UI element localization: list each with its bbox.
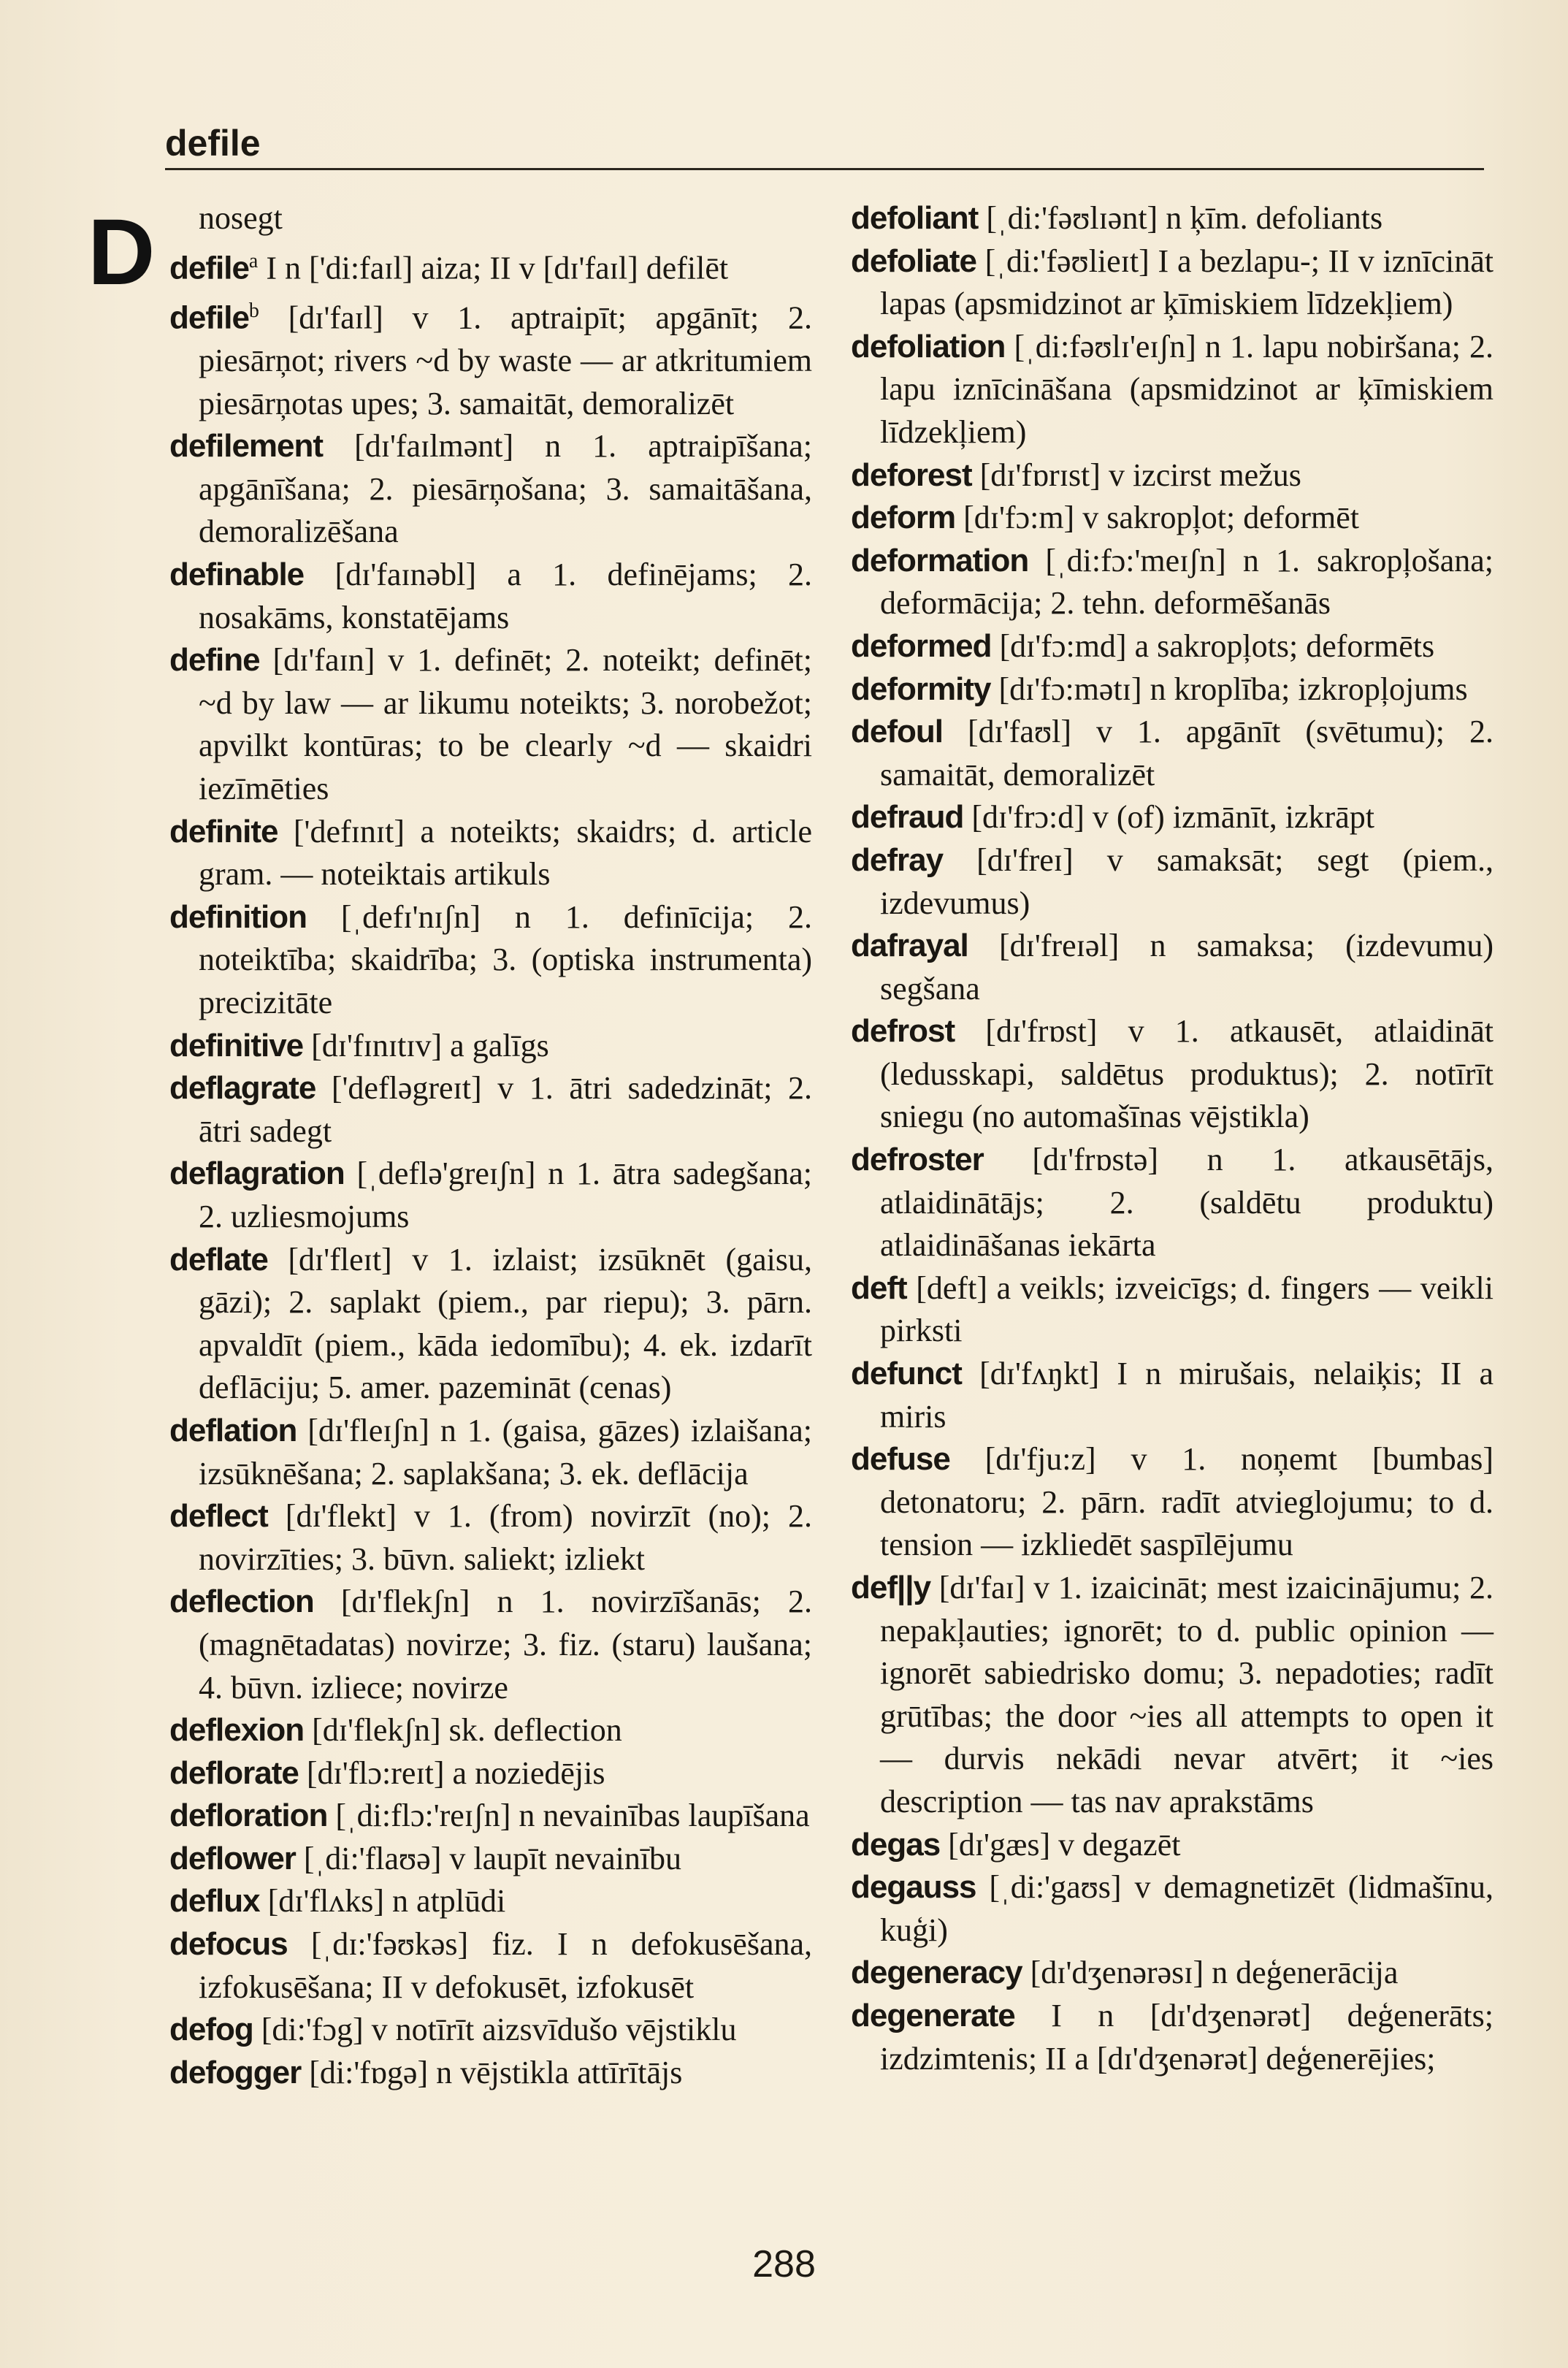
entry-definition: [dɪ'fɒrɪst] v izcirst mežus: [971, 457, 1301, 493]
left-entries: [169, 240, 812, 2095]
entry-definition: [ˌdi:'fəʊlieɪt] I a bezlapu-; II v iznīcināt lapas (apsmidzinot ar ķīmiskiem līdzekļiem): [880, 242, 1494, 322]
dictionary-entry: [169, 2009, 812, 2052]
entry-headword: defoliant: [851, 200, 979, 236]
entry-headword: defunct: [851, 1356, 962, 1392]
page-number: 288: [752, 2243, 816, 2285]
entry-headword: defray: [851, 841, 944, 878]
entry-definition: [di:'fɔg] v notīrīt aizsvīdušo vējstiklu: [253, 2012, 737, 2048]
dictionary-entry: [851, 1438, 1494, 1567]
entry-headword: degauss: [851, 1869, 976, 1906]
entry-definition: [dɪ'freɪəl] n samaksa; (izdevumu) segšana: [880, 928, 1494, 1007]
entry-headword: defocus: [169, 1926, 288, 1963]
dictionary-entry: [851, 240, 1494, 326]
entry-definition: I n [dɪ'dʒenərət] deģenerāts; izdzimtenis; II a [dɪ'dʒenərət] deģenerējies;: [880, 1997, 1494, 2077]
dictionary-entry: [851, 1995, 1494, 2080]
entry-headword: defoul: [851, 714, 943, 750]
entry-definition: I n ['di:faɪl] aiza; II v [dɪ'faɪl] defilēt: [258, 250, 729, 286]
entry-headword: definition: [169, 898, 307, 935]
entry-headword: deflux: [169, 1883, 260, 1920]
dictionary-entry: [169, 1067, 812, 1153]
entry-definition: [dɪ'faʊl] v 1. apgānīt (svētumu); 2. samaitāt, demoralizēt: [880, 714, 1494, 792]
dictionary-entry: [169, 425, 812, 554]
entry-headword: defrost: [851, 1013, 955, 1050]
entry-headword: deflagration: [169, 1156, 345, 1192]
dictionary-entry: [169, 1581, 812, 1709]
entry-headword: defuse: [851, 1441, 950, 1478]
entry-headword: deflower: [169, 1840, 296, 1876]
dictionary-entry: [169, 1025, 812, 1068]
entry-definition: [deft] a veikls; izveicīgs; d. fingers — veikli pirksti: [880, 1269, 1494, 1349]
entry-definition: [ˌdi:'flaʊə] v laupīt nevainību: [295, 1840, 682, 1876]
entry-headword: defloration: [169, 1798, 328, 1834]
entry-definition: [ˌdefɪ'nɪʃn] n 1. definīcija; 2. noteiktība; skaidrība; 3. (optiska instrumenta) precizitāte: [199, 898, 812, 1020]
entry-definition: [ˌdi:fəʊlɪ'eɪʃn] n 1. lapu nobiršana; 2. lapu iznīcināšana (apsmidzinot ar ķīmiskiem līdzekļiem): [880, 328, 1494, 450]
dictionary-entry: [851, 839, 1494, 925]
entry-headword: definable: [169, 557, 305, 593]
right-column: [851, 197, 1494, 2080]
entry-definition: [dɪ'fɔ:mətɪ] n kroplība; izkropļojums: [990, 671, 1468, 707]
entry-definition: [dɪ'flekʃn] n 1. novirzīšanās; 2. (magnētadatas) novirze; 3. fiz. (staru) laušana; 4. būvn. izliece; novirze: [199, 1584, 812, 1706]
entry-definition: [ˌdi:'fəʊlɪənt] n ķīm. defoliants: [978, 200, 1383, 236]
entry-definition: [ˌdi:fɔ:'meɪʃn] n 1. sakropļošana; deformācija; 2. tehn. deformēšanās: [880, 542, 1494, 622]
entry-definition: [dɪ'fɔ:md] a sakropļots; deformēts: [991, 627, 1435, 664]
entry-headword: deforest: [851, 457, 972, 493]
dictionary-entry: [169, 1495, 812, 1581]
entry-headword: definite: [169, 813, 278, 849]
entry-definition: [dɪ'fju:z] v 1. noņemt [bumbas] detonatoru; 2. pārn. radīt atvieglojumu; to d. tension — izkliedēt saspīlējumu: [880, 1441, 1494, 1563]
left-column: [169, 197, 812, 2094]
entry-headword: defilement: [169, 428, 324, 465]
entry-headword: deflorate: [169, 1754, 299, 1791]
entry-headword: define: [169, 642, 260, 679]
entry-definition: [dɪ'faɪlmənt] n 1. aptraipīšana; apgānīšana; 2. piesārņošana; 3. samaitāšana, demoralizēšana: [199, 428, 812, 550]
entry-headword: defoliate: [851, 242, 976, 279]
dictionary-entry: [169, 1838, 812, 1881]
dictionary-entry: [169, 1153, 812, 1238]
entry-definition: [dɪ'gæs] v degazēt: [940, 1826, 1181, 1863]
entry-headword: degenerate: [851, 1997, 1015, 2033]
dictionary-entry: [169, 2052, 812, 2095]
entry-headword: deformed: [851, 627, 992, 664]
dictionary-entry: [169, 290, 812, 425]
page-header: [165, 123, 1484, 170]
entry-headword: dafrayal: [851, 928, 968, 964]
entry-definition: [dɪ'flʌks] n atplūdi: [259, 1883, 506, 1920]
dictionary-entry: [851, 1824, 1494, 1867]
entry-definition: [ˌdeflə'greɪʃn] n 1. ātra sadegšana; 2. uzliesmojums: [199, 1156, 812, 1234]
homograph-superscript: b: [248, 299, 259, 322]
dictionary-entry: [851, 197, 1494, 240]
dictionary-entry: [851, 668, 1494, 711]
dictionary-entry: [169, 1880, 812, 1923]
dictionary-entry: [851, 796, 1494, 839]
entry-headword: degas: [851, 1826, 941, 1863]
entry-definition: [dɪ'freɪ] v samaksāt; segt (piem., izdevumus): [880, 841, 1494, 921]
dictionary-entry: [169, 1709, 812, 1752]
running-head: defile: [165, 123, 261, 164]
entry-definition: ['defləgreɪt] v 1. ātri sadedzināt; 2. ātri sadegt: [199, 1070, 812, 1149]
entry-definition: [ˌdi:flɔ:'reɪʃn] n nevainības laupīšana: [327, 1798, 810, 1834]
dictionary-entry: [169, 639, 812, 810]
entry-definition: [dɪ'fleɪʃn] n 1. (gaisa, gāzes) izlaišana; izsūknēšana; 2. saplakšana; 3. ek. deflācija: [199, 1412, 812, 1492]
entry-headword: deft: [851, 1269, 907, 1306]
dictionary-entry: [851, 1353, 1494, 1438]
entry-definition: [ˌdi:'gaʊs] v demagnetizēt (lidmašīnu, kuģi): [880, 1869, 1494, 1948]
dictionary-entry: [851, 326, 1494, 454]
entry-definition: [dɪ'flekʃn] sk. deflection: [304, 1712, 622, 1749]
entry-headword: definitive: [169, 1027, 304, 1063]
entry-definition: [dɪ'dʒenərəsɪ] n deģenerācija: [1022, 1955, 1399, 1991]
entry-definition: [dɪ'faɪnəbl] a 1. definējams; 2. nosakāms, konstatējams: [199, 557, 812, 635]
dictionary-entry: [851, 1952, 1494, 1995]
lead-in-text: nosegt: [199, 200, 283, 236]
entry-definition: [dɪ'fleɪt] v 1. izlaist; izsūknēt (gaisu, gāzi); 2. saplakt (piem., par riepu); 3. pārn. apvaldīt (piem., kāda iedomību); 4. ek. izdarīt deflāciju; 5. amer. pazemināt (cenas): [199, 1241, 812, 1406]
entry-headword: defile: [169, 299, 249, 336]
entry-headword: defile: [169, 250, 249, 286]
entry-definition: [dɪ'fʌŋkt] I n mirušais, nelaiķis; II a miris: [880, 1356, 1494, 1435]
entry-headword: deformation: [851, 542, 1029, 578]
entry-headword: deform: [851, 500, 956, 536]
dictionary-entry: [851, 1567, 1494, 1824]
entry-definition: [dɪ'faɪn] v 1. definēt; 2. noteikt; definēt; ~d by law — ar likumu noteikts; 3. norobežot; apvilkt kontūras; to be clearly ~d — skaidri iezīmēties: [199, 642, 812, 807]
entry-definition: [ˌdɪ:'fəʊkəs] fiz. I n defokusēšana, izfokusēšana; II v defokusēt, izfokusēt: [199, 1926, 812, 2005]
entry-headword: defogger: [169, 2054, 302, 2090]
entry-headword: deflect: [169, 1498, 268, 1535]
entry-headword: deflection: [169, 1584, 314, 1620]
entry-definition: [dɪ'frɒstə] n 1. atkausētājs, atlaidinātājs; 2. (saldētu produktu) atlaidināšanas iekārta: [880, 1142, 1494, 1264]
entry-definition: [dɪ'flɔ:reɪt] a noziedējis: [298, 1754, 605, 1791]
dictionary-entry: [169, 1239, 812, 1410]
entry-headword: deflate: [169, 1241, 268, 1277]
section-letter: D: [88, 200, 156, 305]
dictionary-entry: [851, 711, 1494, 796]
dictionary-entry: [169, 554, 812, 639]
dictionary-entry: [169, 240, 812, 290]
dictionary-entry: [169, 811, 812, 896]
entry-headword: deformity: [851, 671, 991, 707]
dictionary-entry: [851, 454, 1494, 497]
dictionary-entry: [851, 1866, 1494, 1952]
entry-definition: ['defɪnɪt] a noteikts; skaidrs; d. article gram. — noteiktais artikuls: [199, 813, 812, 893]
dictionary-entry: [851, 1267, 1494, 1353]
dictionary-entry: [851, 1139, 1494, 1267]
entry-definition: [dɪ'fɔ:m] v sakropļot; deformēt: [955, 500, 1360, 536]
dictionary-entry: [851, 925, 1494, 1010]
entry-headword: deflagrate: [169, 1070, 316, 1107]
dictionary-entry: [169, 1923, 812, 2009]
entry-definition: [dɪ'fɪnɪtɪv] a galīgs: [303, 1027, 549, 1063]
entry-headword: degeneracy: [851, 1955, 1022, 1991]
entry-definition: [di:'fɒgə] n vējstikla attīrītājs: [301, 2054, 683, 2090]
entry-headword: deflation: [169, 1412, 297, 1448]
dictionary-entry: [851, 540, 1494, 625]
dictionary-entry: [851, 625, 1494, 668]
dictionary-entry: [169, 1795, 812, 1838]
homograph-superscript: a: [248, 249, 259, 272]
entry-headword: def||y: [851, 1570, 931, 1605]
dictionary-entry: [169, 896, 812, 1025]
entry-headword: defoliation: [851, 328, 1006, 364]
right-entries: [851, 197, 1494, 2080]
entry-headword: defog: [169, 2012, 253, 2048]
entry-headword: deflexion: [169, 1712, 305, 1749]
entry-definition: [dɪ'frɔ:d] v (of) izmānīt, izkrāpt: [963, 799, 1374, 836]
entry-definition: [dɪ'faɪ] v 1. izaicināt; mest izaicinājumu; 2. nepakļauties; ignorēt; to d. public opinion — ignorēt sabiedrisko domu; 3. nepadoties; radīt grūtības; the door ~ies all attempts to open it — durvis nekādi nevar atvērt; it ~ies description — tas nav aprakstāms: [880, 1570, 1494, 1819]
entry-headword: defroster: [851, 1142, 984, 1178]
entry-headword: defraud: [851, 799, 964, 836]
dictionary-entry: [169, 1752, 812, 1795]
dictionary-entry: [851, 1010, 1494, 1139]
entry-definition: [dɪ'faɪl] v 1. aptraipīt; apgānīt; 2. piesārņot; rivers ~d by waste — ar atkritumiem piesārņotas upes; 3. samaitāt, demoralizēt: [199, 299, 812, 421]
dictionary-entry: [851, 497, 1494, 540]
entry-definition: [dɪ'frɒst] v 1. atkausēt, atlaidināt (ledusskapi, saldētus produktus); 2. notīrīt sniegu (no automašīnas vējstikla): [880, 1013, 1494, 1135]
dictionary-entry: [169, 1410, 812, 1495]
entry-definition: [dɪ'flekt] v 1. (from) novirzīt (no); 2. novirzīties; 3. būvn. saliekt; izliekt: [199, 1498, 812, 1577]
